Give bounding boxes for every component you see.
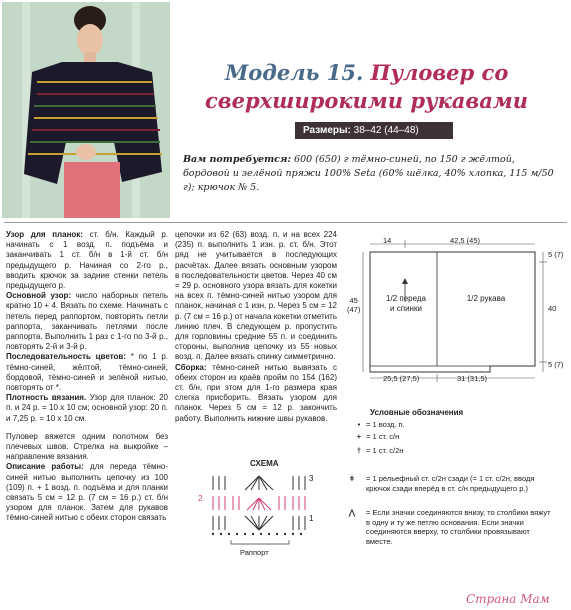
- label-sleeve: 1/2 рукава: [466, 294, 506, 303]
- materials-body: 600 (650) г тёмно-синей, по 150 г жёлтой, бордовой и зелёной пряжи 100% Seta (60% шёлка, 40% хлопка, 115 м/50 г); крючок № 5.: [183, 154, 554, 193]
- para-color-sequence: Последовательность цветов: * по 1 р. тёмно-синей, жёлтой, тёмно-синей, бордовой, тёмно-синей и зелёной нитью, повторять от *.: [6, 352, 168, 393]
- chart-title: СХЕМА: [250, 459, 279, 468]
- title-model-number: Модель 15.: [225, 60, 364, 85]
- para-intro: Пуловер вяжется одним полотном без плечевых швов. Стрелка на выкройке – направление вязания.: [6, 431, 168, 462]
- chart-row-label-1: 1: [309, 514, 314, 523]
- instructions-column-2: [175, 230, 337, 424]
- legend-title: Условные обозначения: [370, 408, 464, 417]
- dim-bottom-right: 31 (31,5): [457, 374, 488, 383]
- sizes-value: 38–42 (44–48): [353, 125, 419, 136]
- stitch-chart: [205, 470, 325, 550]
- para-trim-pattern: Узор для планок: ст. б/н. Каждый р. начинать с 1 возд. п. подъёма и заканчивать 1 ст. б/н в 1-й ст. б/н предыдущего р. Начиная со 2-го р., вводить крючок за задние стенки петель предыдущего р.: [6, 230, 168, 291]
- chart-row-label-2: 2: [198, 494, 203, 503]
- model-photo-illustration: [2, 2, 170, 218]
- dim-top-left: 14: [383, 236, 392, 245]
- dim-right-bottom: 5 (7): [548, 360, 564, 369]
- sizes-bar: [295, 122, 453, 139]
- dim-right-mid: 40: [548, 304, 557, 313]
- legend-item-dc: † = 1 ст. с/2н: [356, 446, 404, 455]
- legend-item-relief: ǂ = 1 рельефный ст. с/2н сзади (= 1 ст. с/2н, вводя крючок сзади вперёд в ст. с/н предыдущего р.): [349, 474, 535, 493]
- legend-item-chain: • = 1 возд. п.: [357, 420, 405, 429]
- materials-text: [183, 153, 563, 195]
- title-line-1: [225, 60, 508, 85]
- legend-item-join: ⋀ = Если значки соединяются внизу, то столбики вяжут в одну и ту же петлю основания. Если значки соединяются вверху, то столбики провязывают вместе.: [348, 508, 551, 546]
- para-work-continued: цепочки из 62 (63) возд. п. и на всех 224 (235) п. выполнить 1 изн. р. ст. б/н. Этот ряд не учитывается в последующих расчётах. Далее вязать основным узором в последовательности цветов. Через 40 см = 29 р. основного узора вязать для кокетки на всех п. тёмно-синей нитью узором для планок, начиная с 1 изн. р. Через 5 см = 12 р. (7 см = 16 р.) от начала кокетки отметить линию плеч. В следующем р. пропустить для горловины средние 55 п. и соединить стороны, выполнив цепочку из 55 новых возд. п. Далее вязать спинку симметрично.: [175, 230, 337, 362]
- title-line-2: сверхширокими рукавами: [205, 88, 529, 113]
- dim-top-right: 42,5 (45): [450, 236, 481, 245]
- dim-bottom-left: 25,5 (27,5): [383, 374, 420, 383]
- dim-left: 45 (47): [347, 296, 361, 314]
- instructions-column-1: [6, 230, 168, 524]
- sizes-label: Размеры:: [303, 125, 351, 136]
- para-gauge: Плотность вязания. Узор для планок: 20 п. и 24 р. = 10 х 10 см; основной узор: 20 п. и 7,25 р. = 10 х 10 см.: [6, 393, 168, 423]
- chart-row-label-3: 3: [309, 474, 314, 483]
- para-main-pattern: Основной узор: число наборных петель кратно 10 + 4. Вязать по схеме. Начинать с петель перед раппортом, повторять петли раппорта, заканчивать петлями после раппорта. Выполнить 1 раз с 1-го по 3-й р., повторять 2-й и 3-й р.: [6, 291, 168, 352]
- dim-right-top: 5 (7): [548, 250, 564, 259]
- legend-item-sc: + = 1 ст. с/н: [356, 432, 400, 441]
- label-front-back: 1/2 переда и спинки: [386, 294, 426, 313]
- chart-repeat-label: Раппорт: [240, 548, 269, 557]
- model-photo: [2, 2, 170, 218]
- divider-top: [4, 222, 567, 223]
- para-assembly: Сборка: тёмно-синей нитью вывязать с обеих сторон из краёв пройм по 154 (162) ст. б/н, при этом для 1-го размера края слегка присборить. Вязать узором для планок. Через 5 см = 12 р. закончить работу. Выполнить нижние швы рукавов.: [175, 362, 337, 423]
- materials-lead: Вам потребуется:: [183, 154, 291, 165]
- title-pullover: Пуловер со: [370, 60, 509, 85]
- garment-schematic: [345, 232, 567, 384]
- para-work-description: Описание работы: для переда тёмно-синей нитью выполнить цепочку из 100 (109) п. + 1 возд. п. подъёма и для планки связать 5 см = 12 р. (7 см = 16 р.) ст. б/н узором для планок. Затем для рукавов тёмно-синей нитью с обеих сторон связать: [6, 462, 168, 523]
- watermark: Страна Мам: [466, 592, 550, 606]
